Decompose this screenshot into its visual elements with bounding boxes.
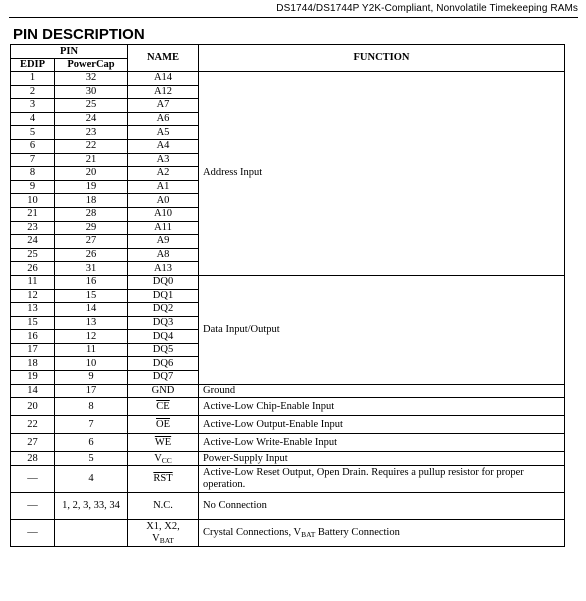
- function-cell: Active-Low Chip-Enable Input: [199, 398, 565, 416]
- function-cell: Active-Low Write-Enable Input: [199, 434, 565, 452]
- table-row: [11, 398, 565, 416]
- name-cell: A4: [128, 139, 199, 153]
- function-cell: No Connection: [199, 492, 565, 519]
- edip-cell: 10: [11, 194, 55, 208]
- table-row: [11, 452, 565, 466]
- pin-description-table: [10, 44, 565, 547]
- table-row: [11, 275, 565, 289]
- edip-cell: —: [11, 465, 55, 492]
- pin-name-main: V: [152, 532, 160, 544]
- overlined-pin-name: $\overline{WE}$: [154, 436, 172, 448]
- name-cell: [128, 465, 199, 492]
- function-cell: Ground: [199, 384, 565, 398]
- edip-cell: 17: [11, 343, 55, 357]
- function-cell: [199, 519, 565, 546]
- pin-name-line1: X1, X2,: [146, 520, 180, 532]
- name-cell: [128, 452, 199, 466]
- table-row: [11, 492, 565, 519]
- powercap-cell: 16: [55, 275, 128, 289]
- function-cell: Address Input: [199, 72, 565, 276]
- edip-header: EDIP: [11, 59, 55, 72]
- name-cell: [128, 398, 199, 416]
- edip-cell: 14: [11, 384, 55, 398]
- table-row: [11, 465, 565, 492]
- name-cell: DQ7: [128, 371, 199, 385]
- name-cell: DQ3: [128, 316, 199, 330]
- powercap-cell: 23: [55, 126, 128, 140]
- name-cell: [128, 434, 199, 452]
- powercap-cell: 31: [55, 262, 128, 276]
- powercap-cell: 17: [55, 384, 128, 398]
- name-cell: A5: [128, 126, 199, 140]
- name-cell: A11: [128, 221, 199, 235]
- edip-cell: 1: [11, 72, 55, 86]
- edip-cell: 8: [11, 167, 55, 181]
- powercap-cell: 11: [55, 343, 128, 357]
- powercap-cell: 12: [55, 330, 128, 344]
- edip-cell: 23: [11, 221, 55, 235]
- name-cell: A0: [128, 194, 199, 208]
- powercap-cell: 10: [55, 357, 128, 371]
- powercap-cell: 19: [55, 180, 128, 194]
- function-text: Crystal Connections, V: [203, 526, 302, 538]
- name-cell: [128, 519, 199, 546]
- edip-cell: 26: [11, 262, 55, 276]
- powercap-cell: 18: [55, 194, 128, 208]
- edip-cell: 12: [11, 289, 55, 303]
- overlined-pin-name: $\overline{CE}$: [156, 400, 170, 412]
- powercap-cell: 1, 2, 3, 33, 34: [55, 492, 128, 519]
- edip-cell: 5: [11, 126, 55, 140]
- name-cell: DQ4: [128, 330, 199, 344]
- powercap-cell: 21: [55, 153, 128, 167]
- overlined-pin-name: $\overline{OE}$: [156, 418, 170, 430]
- edip-cell: 28: [11, 452, 55, 466]
- function-header: FUNCTION: [199, 45, 565, 72]
- data-pin-group: [11, 275, 565, 384]
- table-row: [11, 434, 565, 452]
- edip-cell: 24: [11, 235, 55, 249]
- edip-cell: 25: [11, 248, 55, 262]
- name-header: NAME: [128, 45, 199, 72]
- edip-cell: —: [11, 519, 55, 546]
- table-row: [11, 416, 565, 434]
- powercap-cell: 22: [55, 139, 128, 153]
- function-cell: Active-Low Output-Enable Input: [199, 416, 565, 434]
- function-subscript: BAT: [301, 529, 316, 539]
- powercap-cell: 28: [55, 207, 128, 221]
- edip-cell: 21: [11, 207, 55, 221]
- edip-cell: 11: [11, 275, 55, 289]
- overlined-pin-name: $\overline{RST}$: [153, 472, 173, 484]
- edip-cell: 3: [11, 99, 55, 113]
- powercap-cell: 29: [55, 221, 128, 235]
- name-cell: DQ2: [128, 303, 199, 317]
- edip-cell: 15: [11, 316, 55, 330]
- pin-name-subscript: CC: [161, 455, 172, 465]
- document-header-title: DS1744/DS1744P Y2K-Compliant, Nonvolatile Timekeeping RAMs: [276, 3, 578, 14]
- name-cell: DQ0: [128, 275, 199, 289]
- name-cell: DQ6: [128, 357, 199, 371]
- powercap-cell: 13: [55, 316, 128, 330]
- name-cell: A9: [128, 235, 199, 249]
- powercap-cell: 4: [55, 465, 128, 492]
- edip-cell: 16: [11, 330, 55, 344]
- table-row: [11, 384, 565, 398]
- control-pin-group: [11, 384, 565, 546]
- powercap-cell: 30: [55, 85, 128, 99]
- name-cell: A2: [128, 167, 199, 181]
- edip-cell: 18: [11, 357, 55, 371]
- powercap-cell: 14: [55, 303, 128, 317]
- edip-cell: 20: [11, 398, 55, 416]
- edip-cell: 6: [11, 139, 55, 153]
- header-rule: [9, 17, 578, 18]
- name-cell: [128, 416, 199, 434]
- powercap-cell: [55, 519, 128, 546]
- powercap-cell: 20: [55, 167, 128, 181]
- name-cell: A10: [128, 207, 199, 221]
- name-cell: A14: [128, 72, 199, 86]
- name-cell: A3: [128, 153, 199, 167]
- edip-cell: 19: [11, 371, 55, 385]
- edip-cell: —: [11, 492, 55, 519]
- section-title: PIN DESCRIPTION: [13, 26, 145, 43]
- name-cell: A13: [128, 262, 199, 276]
- edip-cell: 7: [11, 153, 55, 167]
- table-row: [11, 519, 565, 546]
- name-cell: A7: [128, 99, 199, 113]
- powercap-cell: 7: [55, 416, 128, 434]
- powercap-cell: 32: [55, 72, 128, 86]
- name-cell: A1: [128, 180, 199, 194]
- table-row: [11, 72, 565, 86]
- powercap-cell: 25: [55, 99, 128, 113]
- powercap-cell: 15: [55, 289, 128, 303]
- name-cell: GND: [128, 384, 199, 398]
- edip-cell: 22: [11, 416, 55, 434]
- edip-cell: 27: [11, 434, 55, 452]
- name-cell: DQ1: [128, 289, 199, 303]
- powercap-cell: 9: [55, 371, 128, 385]
- pin-name-subscript: BAT: [159, 535, 174, 545]
- edip-cell: 4: [11, 112, 55, 126]
- name-cell: N.C.: [128, 492, 199, 519]
- function-cell: Power-Supply Input: [199, 452, 565, 466]
- pin-name-main: V: [154, 452, 162, 464]
- edip-cell: 9: [11, 180, 55, 194]
- powercap-cell: 26: [55, 248, 128, 262]
- name-cell: DQ5: [128, 343, 199, 357]
- name-cell: A8: [128, 248, 199, 262]
- function-cell: Data Input/Output: [199, 275, 565, 384]
- edip-cell: 13: [11, 303, 55, 317]
- edip-cell: 2: [11, 85, 55, 99]
- powercap-cell: 27: [55, 235, 128, 249]
- name-cell: A6: [128, 112, 199, 126]
- pin-header: PIN: [11, 45, 128, 59]
- powercap-cell: 8: [55, 398, 128, 416]
- powercap-cell: 5: [55, 452, 128, 466]
- address-pin-group: [11, 72, 565, 276]
- function-text: Battery Connection: [315, 526, 400, 538]
- powercap-cell: 6: [55, 434, 128, 452]
- powercap-header: PowerCap: [55, 59, 128, 72]
- name-cell: A12: [128, 85, 199, 99]
- function-cell: Active-Low Reset Output, Open Drain. Requires a pullup resistor for proper operation.: [199, 465, 565, 492]
- powercap-cell: 24: [55, 112, 128, 126]
